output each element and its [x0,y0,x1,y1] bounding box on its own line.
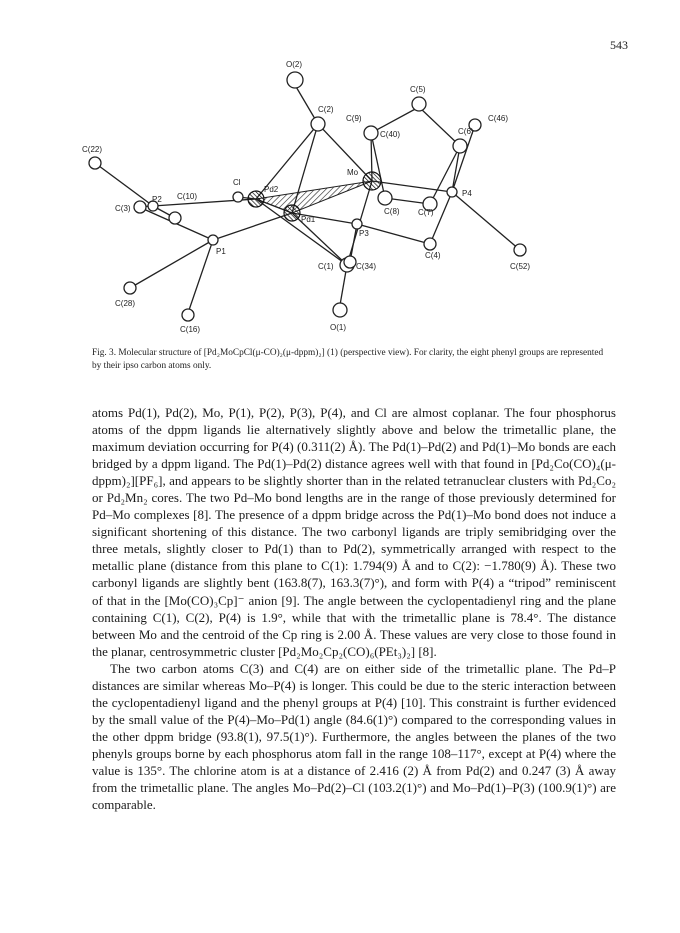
label-C22: C(22) [82,145,103,154]
label-C5: C(5) [410,85,426,94]
label-P2: P2 [152,195,162,204]
label-P1: P1 [216,247,226,256]
atom-C34 [344,256,356,268]
atom-C2 [311,117,325,131]
atom-C9 [364,126,378,140]
label-O2: O(2) [286,60,302,69]
label-C52: C(52) [510,262,531,271]
label-Mo: Mo [347,168,359,177]
label-C8: C(8) [384,207,400,216]
paragraph-2: The two carbon atoms C(3) and C(4) are on either side of the trimetallic plane. The Pd–P distances are similar whereas Mo–P(4) is longer. This could be due to the steric interaction between the cyclopentadienyl ligand and the phenyl groups at P(4) [10]. This constraint is further evidenced by the small value of the P(4)–Mo–Pd(1) angle (84.6(1)°) compared to the corresponding values in the other dppm bridge (93.8(1), 97.5(1)°). Furthermore, the angles between the planes of the two phenyls groups borne by each phosphorus atom fall in the range 108–117°, except at P(4) where the value is 135°. The chlorine atom is at a distance of 2.416 (2) Å from Pd(2) and 0.247 (3) Å away from the trimetallic plane. The angles Mo–Pd(2)–Cl (103.2(1)°) and Mo–Pd(1)–P(3) (100.9(1)°) are comparable. [92,660,616,813]
label-C40: C(40) [380,130,401,139]
atom-P4 [447,187,457,197]
label-C46: C(46) [488,114,509,123]
label-C4: C(4) [425,251,441,260]
label-C10: C(10) [177,192,198,201]
label-P3: P3 [359,229,369,238]
atom-Pd2 [248,191,264,207]
atom-P3 [352,219,362,229]
atom-C6 [453,139,467,153]
atom-C28 [124,282,136,294]
molecule-diagram [0,0,680,345]
label-C2: C(2) [318,105,334,114]
figure-caption: Fig. 3. Molecular structure of [Pd₂MoCpCl(μ-CO)₂(μ-dppm)₂] (1) (perspective view). For clarity, the eight phenyl groups are represented by their ipso carbon atoms only. [92,348,604,371]
label-C34: C(34) [356,262,377,271]
molecular-structure-figure [0,0,680,345]
atom-Mo [363,172,381,190]
label-C7: C(7) [418,208,434,217]
paragraph-1: atoms Pd(1), Pd(2), Mo, P(1), P(2), P(3), P(4), and Cl are almost coplanar. The four phosphorus atoms of the dppm ligands lie alternatively slightly above and below the trimetallic plane, the maximum deviation occurring for P(4) (0.311(2) Å). The Pd(1)–Pd(2) and Pd(1)–Mo bonds are each bridged by a dppm ligand. The Pd(1)–Pd(2) distance agrees well with that found in [Pd₂Co(CO)₄(μ-dppm)₂][PF₆], and appears to be slightly shorter than in the related tetranuclear clusters with Pd₂Co₂ or Pd₂Mn₂ cores. The two Pd–Mo bond lengths are in the range of those previously determined for Pd–Mo complexes [8]. The presence of a dppm bridge across the Pd(1)–Mo bond does not induce a significant shortening of this distance. The two carbonyl ligands are triply semibridging over the three metals, slightly closer to Pd(1) than to Pd(2), symmetrically arranged with respect to the metallic plane (distance from this plane to C(1): 1.794(9) Å and to C(2): −1.780(9) Å). These two carbonyl ligands are slightly bent (163.8(7), 163.3(7)°), and form with P(4) a “tripod” reminiscent of that in the [Mo(CO)₃Cp]⁻ anion [9]. The angle between the cyclopentadienyl ring and the plane containing C(1), C(2), P(4) is 1.9°, while that with the trimetallic plane is 78.4°. The distance between Mo and the centroid of the Cp ring is 2.00 Å. These values are very close to those found in the planar, centrosymmetric cluster [Pd₂Mo₂Cp₂(CO)₆(PEt₃)₂] [8]. [92,405,616,659]
atom-C52 [514,244,526,256]
page-number: 543 [610,38,628,52]
atom-P1 [208,235,218,245]
label-O1: O(1) [330,323,346,332]
label-C28: C(28) [115,299,136,308]
atom-C3 [134,201,146,213]
label-C6: C(6) [458,127,474,136]
atom-C5 [412,97,426,111]
label-C3: C(3) [115,204,131,213]
label-C1: C(1) [318,262,334,271]
atom-C16 [182,309,194,321]
atom-C22 [89,157,101,169]
label-Pd2: Pd2 [264,185,279,194]
atom-O1 [333,303,347,317]
label-C9: C(9) [346,114,362,123]
body-text [92,404,616,813]
label-Cl: Cl [233,178,241,187]
label-C16: C(16) [180,325,201,334]
atom-C8 [378,191,392,205]
atom-Cl [233,192,243,202]
atom-O2 [287,72,303,88]
atom-Pd1 [284,205,300,221]
atom-C4 [424,238,436,250]
label-P4: P4 [462,189,472,198]
label-Pd1: Pd1 [301,215,316,224]
atom-C10 [169,212,181,224]
